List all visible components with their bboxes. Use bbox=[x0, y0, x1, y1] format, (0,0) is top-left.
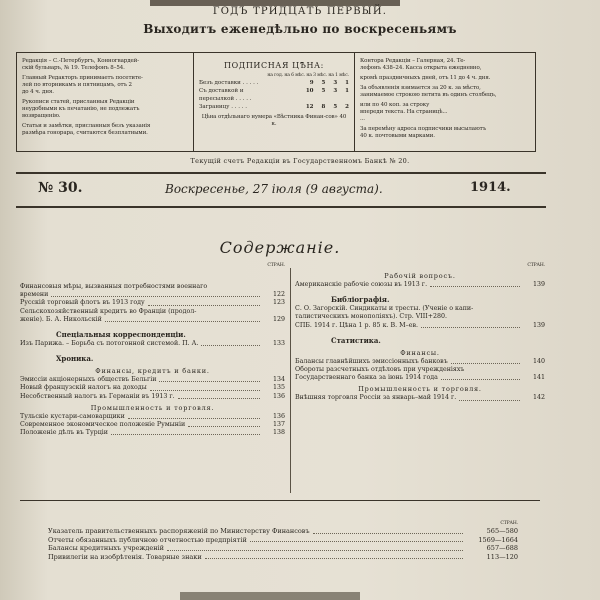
toc-entry bbox=[20, 308, 285, 316]
subscription-value: 5 bbox=[321, 80, 326, 86]
issue-rule-bottom bbox=[16, 206, 546, 208]
toc-entry-leader bbox=[188, 426, 260, 427]
toc-entry-leader bbox=[150, 390, 260, 391]
subscription-note: Цѣна отдѣльнаго нумера «Вѣстника Финан-сов» 40 к. bbox=[201, 114, 347, 127]
toc-entry-title: Эмиссіи акціонерныхъ обществъ Бельгіи bbox=[20, 376, 157, 384]
toc-entry bbox=[295, 281, 545, 289]
appendix-entry-page: 113—120 bbox=[486, 552, 518, 561]
toc-entry-title: Изъ Парижа. – Борьба съ потогонной системой. П. А. bbox=[20, 340, 199, 348]
appendix-entry-page: 657—688 bbox=[486, 544, 518, 552]
info-line: 40 к. почтовыми марками. bbox=[360, 133, 435, 139]
toc-entry-page: 142 bbox=[532, 394, 545, 402]
toc-entry bbox=[20, 413, 285, 421]
toc-entry-page: 134 bbox=[272, 376, 285, 384]
toc-category-heading: Промышленность и торговля. bbox=[90, 403, 215, 412]
appendix-entry-title: Указатель правительственныхъ распоряженій по Министерству Финансовъ bbox=[48, 527, 310, 535]
toc-entry-leader bbox=[451, 363, 520, 364]
info-line: кромѣ праздничныхъ дней, отъ 11 до 4 ч. дня. bbox=[360, 75, 491, 81]
year-line: ГОДЪ ТРИДЦАТЬ ПЕРВЫЙ. bbox=[212, 6, 388, 17]
info-line: Контора Редакціи – Галерная, 24. Те- bbox=[360, 58, 466, 64]
toc-right-entries bbox=[295, 272, 545, 403]
issue-rule-top bbox=[16, 172, 546, 174]
info-line: до 4 ч. дня. bbox=[22, 89, 54, 95]
toc-section-heading: Библіографія. bbox=[331, 295, 390, 305]
toc-entry-leader bbox=[111, 434, 260, 435]
toc-entry-leader bbox=[128, 418, 260, 419]
toc-entry-title: Американскіе рабочіе союзы въ 1913 г. bbox=[295, 281, 428, 288]
toc-entry-title: Современное экономическое положеніе Румыніи bbox=[20, 421, 186, 429]
toc-entry bbox=[295, 313, 545, 321]
subscription-row-values bbox=[279, 87, 349, 103]
toc-entry-leader bbox=[201, 345, 260, 346]
toc-entry-leader bbox=[159, 381, 260, 382]
toc-entry-leader bbox=[148, 305, 260, 306]
toc-entry-title: СПБ. 1914 г. Цѣна 1 р. 85 к. В. М–ев. bbox=[295, 321, 419, 329]
info-right-column bbox=[360, 58, 532, 140]
toc-entry-leader bbox=[441, 379, 520, 380]
appendix-rule bbox=[20, 500, 540, 501]
toc-entry-title: времени bbox=[20, 291, 49, 299]
toc-entry bbox=[20, 299, 285, 307]
info-line: За объявленія взимается за 20 к. за мѣсто, bbox=[360, 85, 481, 91]
toc-entry-page: 136 bbox=[272, 392, 285, 400]
toc-left-entries bbox=[20, 283, 285, 437]
toc-entry-title: Положеніе дѣлъ въ Турціи bbox=[20, 429, 108, 437]
toc-section-heading: Спеціальныя корреспонденціи. bbox=[56, 330, 186, 340]
toc-entry-title: талистическихъ монополіяхъ). Стр. VIII+280. bbox=[295, 313, 448, 321]
toc-entry-page: 141 bbox=[532, 374, 545, 382]
toc-entry-title: Государственнаго банка за іюнь 1914 года bbox=[295, 374, 438, 382]
appendix-entry bbox=[48, 553, 518, 562]
toc-entry-page: 137 bbox=[272, 421, 285, 429]
info-line: или по 40 коп. за строку bbox=[360, 102, 430, 108]
subscription-row-values bbox=[279, 79, 349, 87]
toc-entry-leader bbox=[51, 296, 260, 297]
toc-entry-page: 122 bbox=[272, 291, 285, 299]
info-line: впереди текста. На страницѣ... bbox=[360, 109, 448, 115]
subscription-row-label: Заграницу . . . . . bbox=[199, 104, 247, 110]
toc-entry-leader bbox=[421, 327, 520, 328]
toc-entry-leader bbox=[178, 398, 260, 399]
appendix-page-label: СТРАН. bbox=[500, 521, 518, 526]
column-divider bbox=[290, 268, 291, 493]
info-line: Редакція – С.-Петербургъ, Конногвардей- bbox=[22, 58, 139, 64]
frequency-line: Выходитъ еженедѣльно по воскресеньямъ bbox=[143, 22, 457, 36]
toc-entry bbox=[20, 429, 285, 437]
toc-category-heading: Рабочій вопросъ. bbox=[384, 272, 456, 280]
toc-entry bbox=[295, 305, 545, 313]
toc-entry bbox=[295, 366, 545, 374]
toc-entry-page: 139 bbox=[532, 281, 545, 288]
appendix-entry bbox=[48, 544, 518, 553]
toc-category-heading: Финансы. bbox=[400, 348, 440, 357]
subscription-value: 12 bbox=[305, 104, 314, 110]
toc-entry bbox=[295, 374, 545, 382]
info-line: занимаемое строкою петита въ одинъ столбецъ, bbox=[360, 92, 497, 98]
toc-entry bbox=[20, 393, 285, 401]
subscription-value: 1 bbox=[345, 80, 349, 86]
info-line: лей по вторникамъ и пятницамъ, отъ 2 bbox=[22, 82, 132, 88]
toc-entry-title: Русскій торговый флотъ въ 1913 году bbox=[20, 299, 145, 307]
subscription-row bbox=[199, 79, 349, 87]
toc-entry-title: Внѣшняя торговля Россіи за январь–май 1914 г. bbox=[295, 394, 457, 402]
info-line: Главный Редакторъ принимаетъ посетите- bbox=[22, 75, 143, 81]
subscription-value: 3 bbox=[333, 88, 338, 94]
subscription-row-values bbox=[279, 103, 349, 111]
toc-entry-title: женіе). Б. А. Никольскій bbox=[20, 315, 102, 323]
appendix-entry-leader bbox=[205, 558, 463, 559]
toc-entry-title: С. О. Загорскій. Синдикаты и тресты. (Ученіе о капи- bbox=[295, 305, 474, 313]
page-label-left: СТРАН. bbox=[267, 263, 285, 268]
toc-entry-page: 123 bbox=[272, 299, 285, 307]
appendix-entries bbox=[48, 527, 518, 561]
info-line: ... bbox=[360, 116, 365, 122]
toc-entry bbox=[20, 376, 285, 384]
subscription-row-label: Съ доставкой и пересылкой . . . . . bbox=[199, 88, 252, 102]
toc-entry-title: Тульскіе кустари-самоварщики bbox=[20, 412, 125, 420]
subscription-col-header: на год. на 6 мѣс. на 3 мѣс. на 1 мѣс. bbox=[267, 73, 349, 78]
toc-category-heading: Промышленность и торговля. bbox=[358, 385, 482, 394]
info-line: Статьи и замѣтки, присланныя безъ указанія bbox=[22, 123, 151, 129]
toc-entry-leader bbox=[430, 286, 520, 287]
info-line: неудобными къ печатанію, не подлежатъ bbox=[22, 106, 140, 112]
toc-entry bbox=[20, 340, 285, 348]
appendix-entry bbox=[48, 536, 518, 545]
bottom-band bbox=[180, 592, 360, 600]
toc-entry bbox=[295, 322, 545, 330]
info-divider-right bbox=[354, 53, 355, 151]
subscription-value: 10 bbox=[305, 88, 314, 94]
subscription-row bbox=[199, 103, 349, 111]
info-line: возвращенію. bbox=[22, 113, 61, 119]
subscription-row bbox=[199, 87, 349, 103]
toc-section-heading: Статистика. bbox=[331, 335, 381, 345]
subscription-value: 5 bbox=[333, 104, 338, 110]
subscription-value: 8 bbox=[321, 104, 326, 110]
issue-year: 1914. bbox=[470, 180, 511, 195]
appendix-entry-title: Отчеты обязанныхъ публичною отчетностью предпріятій bbox=[48, 535, 247, 544]
toc-right-column bbox=[295, 262, 545, 403]
info-line: лефонъ 438–24. Касса открыта ежедневно, bbox=[360, 65, 482, 71]
info-divider-left bbox=[193, 53, 194, 151]
toc-entry-page: 133 bbox=[272, 340, 285, 348]
info-box bbox=[16, 52, 536, 152]
subscription-value: 2 bbox=[345, 104, 349, 110]
toc-entry-title: Балансы главнѣйшихъ эмиссіонныхъ банковъ bbox=[295, 357, 448, 365]
toc-entry-page: 140 bbox=[532, 357, 545, 365]
appendix-entry-title: Привилегіи на изобрѣтенія. Товарные знаки bbox=[48, 552, 202, 561]
toc-category-heading: Финансы, кредитъ и банки. bbox=[95, 367, 210, 376]
subscription-value: 3 bbox=[333, 80, 338, 86]
toc-entry bbox=[20, 316, 285, 324]
toc-entry bbox=[20, 291, 285, 299]
toc-entry-page: 139 bbox=[532, 321, 545, 329]
subscription-value: 9 bbox=[309, 80, 314, 86]
info-line: За перемѣну адреса подписчики высылаютъ bbox=[360, 126, 487, 132]
issue-date: Воскресенье, 27 іюля (9 августа). bbox=[165, 182, 383, 196]
subscription-value: 1 bbox=[345, 88, 349, 94]
toc-entry-leader bbox=[105, 321, 260, 322]
issue-number: № 30. bbox=[38, 180, 83, 196]
appendix-entry bbox=[48, 527, 518, 536]
toc-section-heading: Хроника. bbox=[56, 354, 94, 364]
toc-entry bbox=[20, 421, 285, 429]
appendix-entry-leader bbox=[313, 533, 463, 534]
toc-entry-page: 138 bbox=[272, 429, 285, 437]
toc-left-column bbox=[20, 262, 285, 437]
appendix-entry-leader bbox=[167, 550, 463, 551]
toc-entry-title: Несобственный налогъ въ Германіи въ 1913 г. bbox=[20, 392, 175, 400]
subscription-row-label: Безъ доставки . . . . . bbox=[199, 80, 259, 86]
toc-entry-page: 135 bbox=[272, 384, 285, 392]
appendix-entry-page: 1569—1664 bbox=[478, 535, 518, 544]
info-line: Рукописи статей, присланныя Редакціи bbox=[22, 99, 135, 105]
info-left-column bbox=[22, 58, 190, 137]
toc-entry-leader bbox=[459, 400, 520, 401]
appendix-entry-title: Балансы кредитныхъ учрежденій bbox=[48, 544, 164, 552]
toc-entry-title: Новый французскій налогъ на доходы bbox=[20, 384, 147, 392]
toc-entry-title: Финансовыя мѣры, вызванныя потребностями военнаго bbox=[20, 283, 208, 290]
toc-entry-title: Обороты разсчетныхъ отдѣловъ при учрежденіяхъ bbox=[295, 366, 465, 374]
subscription-title: ПОДПИСНАЯ ЦѢНА: bbox=[224, 61, 324, 70]
page-label-right: СТРАН. bbox=[527, 263, 545, 268]
subscription-value: 5 bbox=[321, 88, 326, 94]
contents-title: Содержаніе. bbox=[219, 238, 341, 257]
toc-entry bbox=[295, 394, 545, 402]
appendix-entry-page: 565—580 bbox=[486, 527, 518, 535]
subscription-rows bbox=[199, 79, 349, 111]
info-line: размѣра гонорара, считаются безплатными. bbox=[22, 130, 148, 136]
toc-entry bbox=[20, 283, 285, 291]
account-line: Текущій счетъ Редакціи въ Государственномъ Банкѣ № 20. bbox=[190, 157, 410, 165]
appendix-entry-leader bbox=[250, 541, 463, 542]
toc-entry bbox=[20, 384, 285, 392]
info-line: скій бульваръ, № 19. Телефонъ 8–54. bbox=[22, 65, 125, 71]
appendix-section bbox=[48, 520, 518, 561]
toc-entry-title: Сельскохозяйственный кредитъ во Франціи (продол- bbox=[20, 307, 197, 315]
subscription-column bbox=[199, 61, 349, 128]
toc-entry-page: 136 bbox=[272, 412, 285, 420]
toc-entry bbox=[295, 358, 545, 366]
toc-entry-page: 129 bbox=[272, 315, 285, 323]
